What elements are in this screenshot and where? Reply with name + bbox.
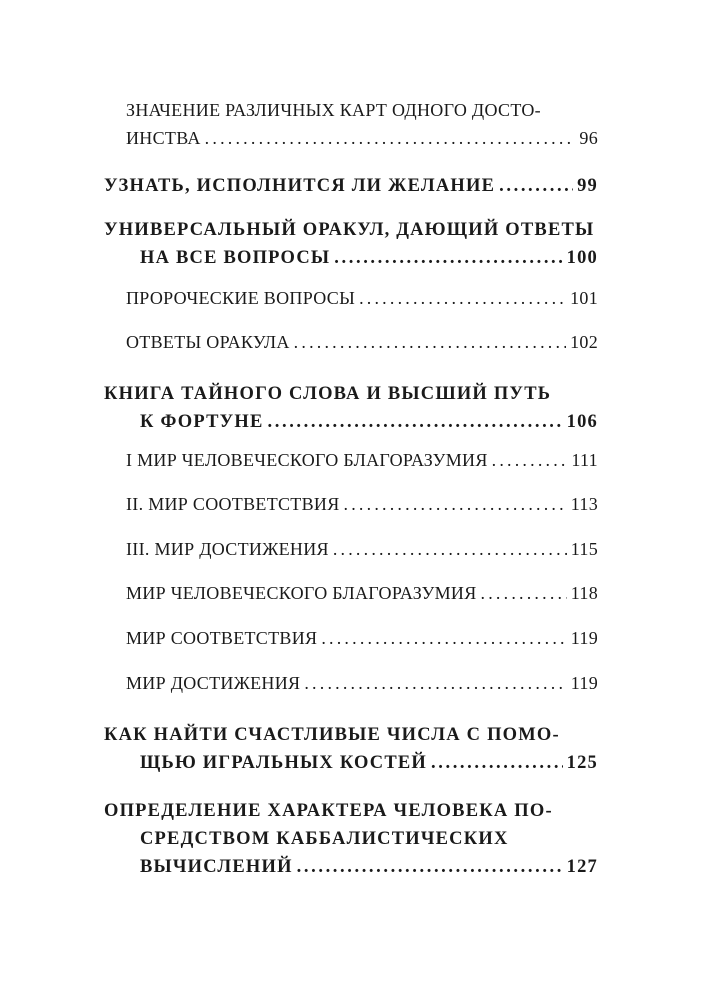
dot-leader: [205, 124, 576, 152]
dot-leader: [297, 853, 563, 881]
toc-entry-oracle-answers: [104, 328, 598, 356]
toc-page-number: 125: [566, 753, 598, 773]
toc-entry-world-correspondence-2: [104, 490, 598, 518]
dot-leader: [359, 284, 566, 312]
toc-page-number: 102: [570, 332, 598, 352]
toc-entry-world-correspondence: [104, 624, 598, 652]
toc-entry-title-line: ЗНАЧЕНИЕ РАЗЛИЧНЫХ КАРТ ОДНОГО ДОСТО-: [126, 100, 541, 120]
toc-entry-title-line: ОПРЕДЕЛЕНИЕ ХАРАКТЕРА ЧЕЛОВЕКА ПО-: [104, 801, 553, 821]
toc-page-number: 127: [566, 857, 598, 877]
toc-page-number: 119: [570, 628, 598, 648]
toc-page-number: 118: [570, 583, 598, 603]
toc-entry-character: [104, 797, 598, 881]
toc-entry-title-line: ВЫЧИСЛЕНИЙ: [140, 857, 293, 877]
toc-page-number: 99: [577, 176, 598, 196]
toc-entry-title-line: МИР СООТВЕТСТВИЯ: [126, 628, 318, 648]
dot-leader: [321, 624, 566, 652]
dot-leader: [344, 490, 567, 518]
toc-entry-title-line: ОТВЕТЫ ОРАКУЛА: [126, 332, 290, 352]
toc-entry-card-meanings: [104, 96, 598, 152]
dot-leader: [431, 749, 563, 777]
toc-entry-secret-word-book: [104, 380, 598, 436]
toc-page-number: 101: [570, 288, 598, 308]
toc-entry-prophetic-questions: [104, 284, 598, 312]
toc-entry-world-achievement: [104, 669, 598, 697]
dot-leader: [499, 172, 573, 200]
toc-entry-title-line: КНИГА ТАЙНОГО СЛОВА И ВЫСШИЙ ПУТЬ: [104, 384, 552, 404]
table-of-contents: [104, 0, 598, 1000]
toc-entry-title-line: I МИР ЧЕЛОВЕЧЕСКОГО БЛАГОРАЗУМИЯ: [126, 450, 488, 470]
toc-entry-title-line: ИНСТВА: [126, 128, 201, 148]
dot-leader: [268, 408, 563, 436]
toc-entry-world-prudence-1: [104, 446, 598, 474]
dot-leader: [294, 328, 566, 356]
toc-entry-wish: [104, 172, 598, 200]
toc-entry-title-line: НА ВСЕ ВОПРОСЫ: [140, 248, 331, 268]
toc-entry-title-line: КАК НАЙТИ СЧАСТЛИВЫЕ ЧИСЛА С ПОМО-: [104, 725, 560, 745]
toc-page-number: 113: [570, 494, 598, 514]
toc-page-number: 96: [579, 128, 598, 148]
toc-page-number: 119: [570, 673, 598, 693]
toc-page-number: 106: [566, 412, 598, 432]
toc-entry-title-line: К ФОРТУНЕ: [140, 412, 264, 432]
toc-entry-title-line: МИР ЧЕЛОВЕЧЕСКОГО БЛАГОРАЗУМИЯ: [126, 583, 477, 603]
toc-page-number: 115: [570, 539, 598, 559]
toc-entry-world-prudence: [104, 579, 598, 607]
toc-entry-title-line: УЗНАТЬ, ИСПОЛНИТСЯ ЛИ ЖЕЛАНИЕ: [104, 176, 496, 196]
toc-entry-lucky-numbers: [104, 721, 598, 777]
toc-entry-title-line: ПРОРОЧЕСКИЕ ВОПРОСЫ: [126, 288, 356, 308]
dot-leader: [304, 669, 566, 697]
toc-entry-title-line: СРЕДСТВОМ КАББАЛИСТИЧЕСКИХ: [140, 829, 509, 849]
toc-entry-title-line: III. МИР ДОСТИЖЕНИЯ: [126, 539, 329, 559]
toc-entry-universal-oracle: [104, 216, 598, 272]
toc-page-number: 100: [566, 248, 598, 268]
dot-leader: [334, 244, 562, 272]
toc-entry-world-achievement-3: [104, 535, 598, 563]
toc-entry-title-line: II. МИР СООТВЕТСТВИЯ: [126, 494, 340, 514]
dot-leader: [481, 579, 567, 607]
dot-leader: [492, 446, 568, 474]
toc-page-number: 111: [571, 450, 598, 470]
toc-entry-title-line: УНИВЕРСАЛЬНЫЙ ОРАКУЛ, ДАЮЩИЙ ОТВЕТЫ: [104, 220, 595, 240]
toc-entry-title-line: МИР ДОСТИЖЕНИЯ: [126, 673, 301, 693]
dot-leader: [333, 535, 567, 563]
toc-entry-title-line: ЩЬЮ ИГРАЛЬНЫХ КОСТЕЙ: [140, 753, 428, 773]
